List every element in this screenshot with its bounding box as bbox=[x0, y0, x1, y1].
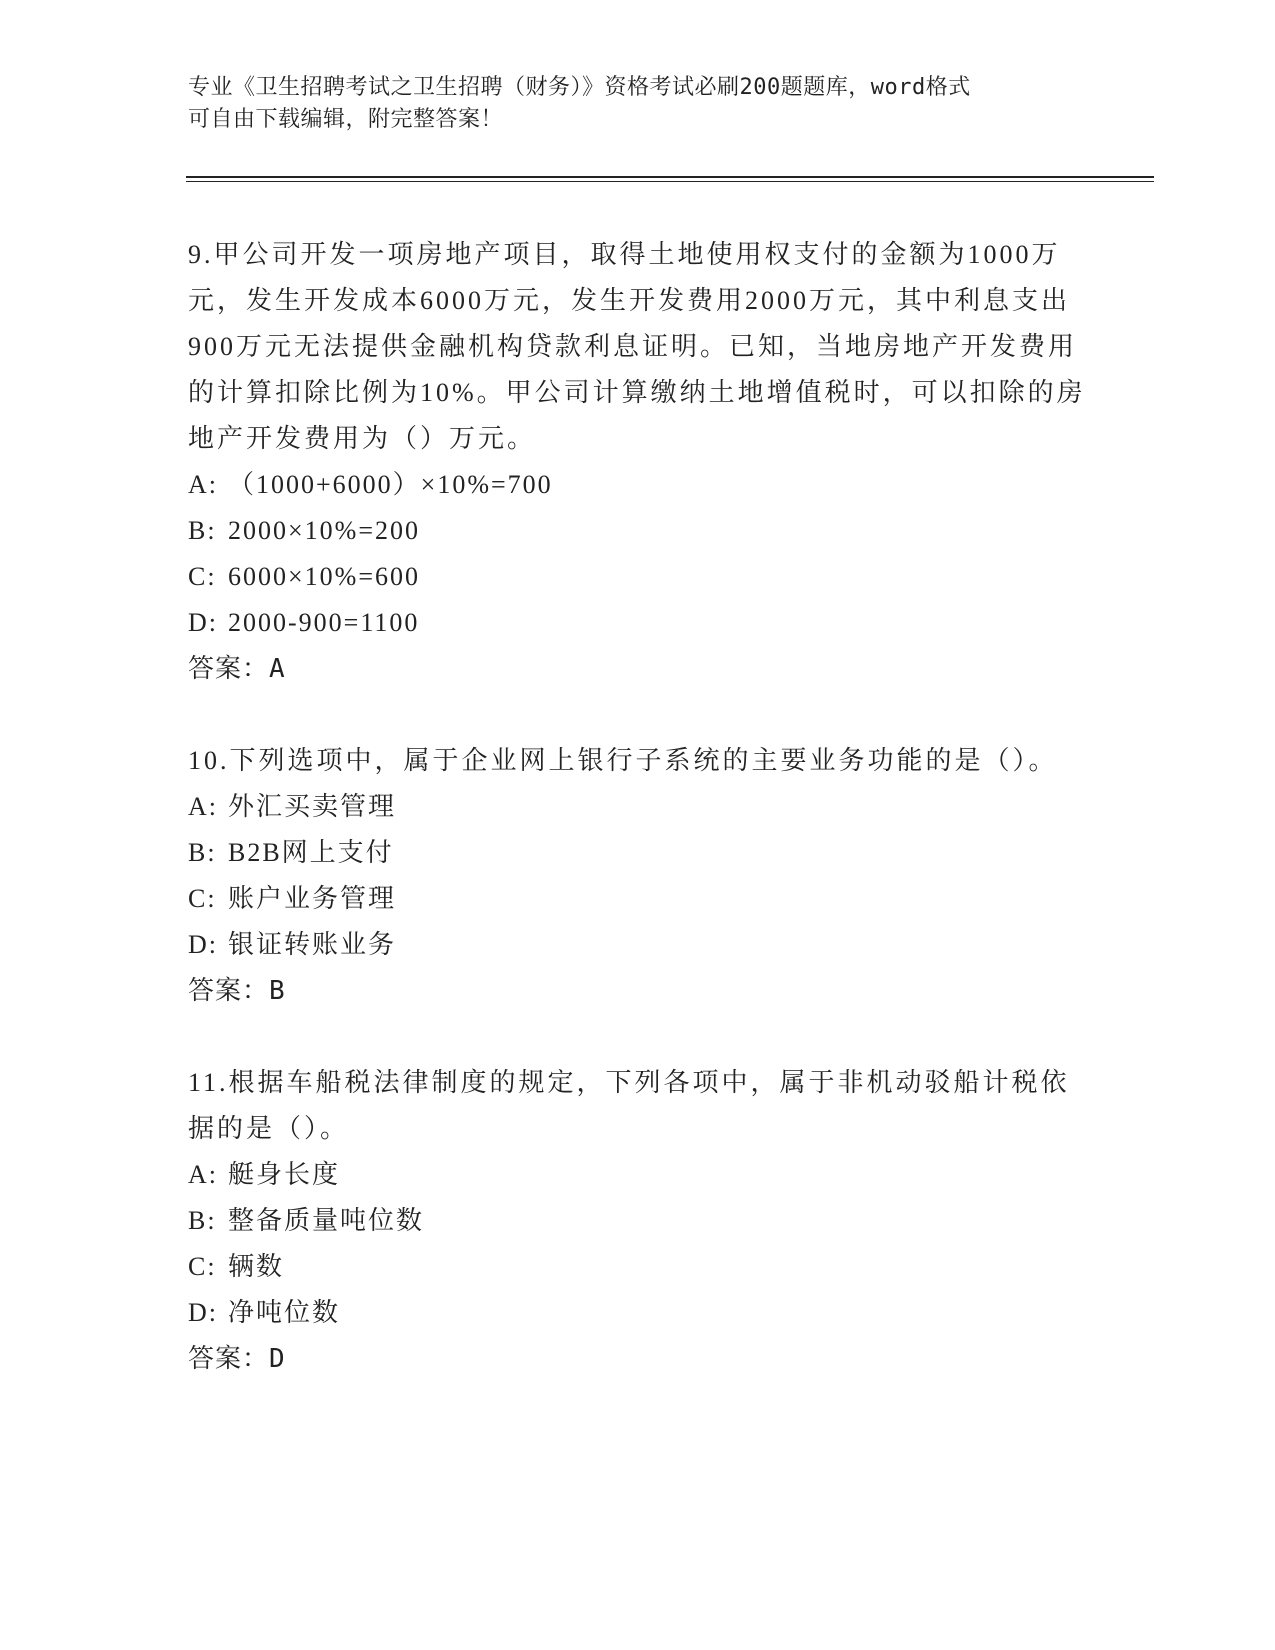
question-list bbox=[188, 232, 1088, 1428]
option-letter: D: bbox=[188, 608, 218, 637]
question-stem: 9.甲公司开发一项房地产项目，取得土地使用权支付的金额为1000万元，发生开发成本6000万元，发生开发费用2000万元，其中利息支出900万元无法提供金融机构贷款利息证明。已知，当地房地产开发费用的计算扣除比例为10%。甲公司计算缴纳土地增值税时，可以扣除的房地产开发费用为（）万元。 bbox=[188, 240, 1086, 453]
option-text: 整备质量吨位数 bbox=[228, 1206, 425, 1235]
option-d bbox=[188, 600, 1088, 646]
answer-line: 答案：B bbox=[188, 976, 286, 1006]
question-stem: 11.根据车船税法律制度的规定，下列各项中，属于非机动驳船计税依据的是（）。 bbox=[188, 1068, 1070, 1143]
option-text: 2000×10%=200 bbox=[228, 516, 420, 545]
header-title-line2: 可自由下载编辑，附完整答案！ bbox=[188, 107, 504, 132]
page-header bbox=[188, 72, 1068, 136]
question-11 bbox=[188, 1060, 1088, 1382]
option-text: （1000+6000）×10%=700 bbox=[228, 470, 553, 499]
option-letter: D: bbox=[188, 1298, 218, 1327]
option-d bbox=[188, 1290, 1088, 1336]
option-letter: C: bbox=[188, 562, 217, 591]
option-a bbox=[188, 462, 1088, 508]
option-d bbox=[188, 922, 1088, 968]
option-text: B2B网上支付 bbox=[228, 838, 394, 867]
option-letter: C: bbox=[188, 1252, 217, 1281]
option-text: 6000×10%=600 bbox=[228, 562, 420, 591]
option-a bbox=[188, 784, 1088, 830]
header-divider-thin bbox=[186, 181, 1154, 182]
option-letter: B: bbox=[188, 516, 217, 545]
option-b bbox=[188, 830, 1088, 876]
option-text: 账户业务管理 bbox=[228, 884, 397, 913]
option-text: 辆数 bbox=[228, 1252, 285, 1281]
option-a bbox=[188, 1152, 1088, 1198]
option-letter: A: bbox=[188, 792, 218, 821]
option-text: 2000-900=1100 bbox=[228, 608, 420, 637]
option-text: 银证转账业务 bbox=[228, 930, 397, 959]
option-letter: A: bbox=[188, 1160, 218, 1189]
option-text: 艇身长度 bbox=[228, 1160, 341, 1189]
header-title-line1: 专业《卫生招聘考试之卫生招聘（财务）》资格考试必刷200题题库，word格式 bbox=[188, 75, 971, 100]
option-c bbox=[188, 876, 1088, 922]
option-text: 外汇买卖管理 bbox=[228, 792, 397, 821]
question-9 bbox=[188, 232, 1088, 692]
option-b bbox=[188, 508, 1088, 554]
question-10 bbox=[188, 738, 1088, 1014]
option-letter: D: bbox=[188, 930, 218, 959]
option-letter: B: bbox=[188, 838, 217, 867]
option-letter: A: bbox=[188, 470, 218, 499]
header-divider-thick bbox=[186, 176, 1154, 178]
option-b bbox=[188, 1198, 1088, 1244]
option-letter: B: bbox=[188, 1206, 217, 1235]
answer-line: 答案：D bbox=[188, 1344, 286, 1374]
option-text: 净吨位数 bbox=[228, 1298, 341, 1327]
answer-line: 答案：A bbox=[188, 654, 286, 684]
question-stem: 10.下列选项中，属于企业网上银行子系统的主要业务功能的是（）。 bbox=[188, 746, 1058, 775]
option-letter: C: bbox=[188, 884, 217, 913]
option-c bbox=[188, 1244, 1088, 1290]
option-c bbox=[188, 554, 1088, 600]
